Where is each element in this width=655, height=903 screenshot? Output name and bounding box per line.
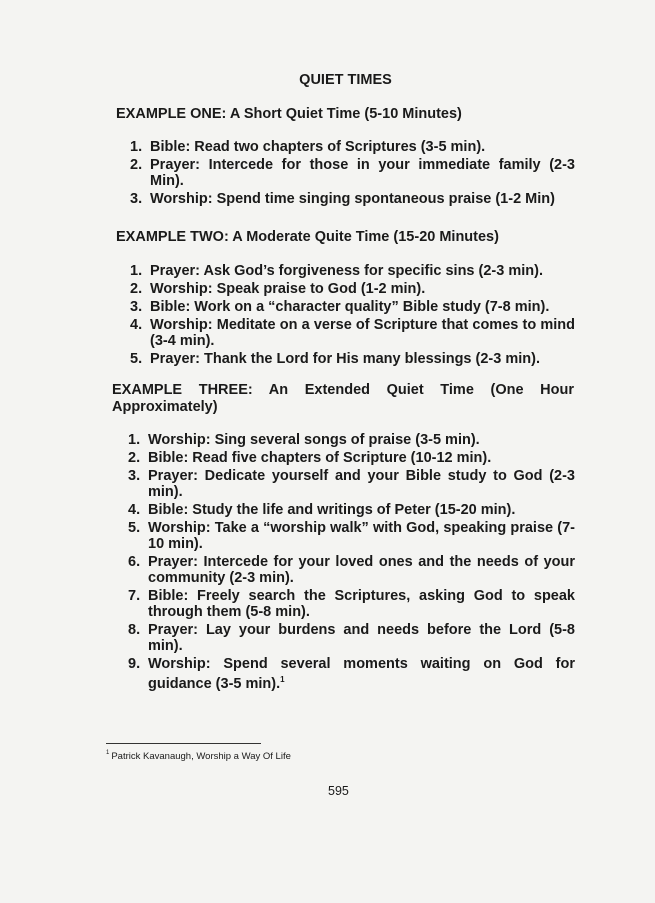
list-item: 3. Bible: Work on a “character quality” Bible study (7-8 min). xyxy=(130,299,550,315)
section-list-example-three xyxy=(128,432,575,694)
list-item: 2. Prayer: Intercede for those in your immediate family (2-3 Min). xyxy=(130,157,575,189)
list-item: 2. Bible: Read five chapters of Scripture (10-12 min). xyxy=(128,450,492,466)
footnote-marker: 1 xyxy=(106,750,110,756)
list-item: 3. Worship: Spend time singing spontaneous praise (1-2 Min) xyxy=(130,191,555,207)
section-heading-example-three: EXAMPLE THREE: An Extended Quiet Time (One Hour Approximately) xyxy=(112,382,574,415)
list-item: 4. Worship: Meditate on a verse of Scripture that comes to mind (3-4 min). xyxy=(130,317,575,349)
page-number: 595 xyxy=(328,784,349,798)
list-item: 9. Worship: Spend several moments waiting on God for guidance (3-5 min).$^1$ xyxy=(128,656,575,692)
footnote-divider xyxy=(106,743,261,744)
section-list-example-two xyxy=(130,263,575,369)
list-item: 6. Prayer: Intercede for your loved ones and the needs of your community (2-3 min). xyxy=(128,554,575,586)
list-item: 8. Prayer: Lay your burdens and needs before the Lord (5-8 min). xyxy=(128,622,575,654)
list-item: 3. Prayer: Dedicate yourself and your Bible study to God (2-3 min). xyxy=(128,468,575,500)
footnote xyxy=(106,751,291,762)
footnote-reference[interactable]: 1 xyxy=(280,675,285,684)
list-item: 7. Bible: Freely search the Scriptures, asking God to speak through them (5-8 min). xyxy=(128,588,575,620)
list-item: 1. Prayer: Ask God’s forgiveness for specific sins (2-3 min). xyxy=(130,263,543,279)
section-list-example-one xyxy=(130,139,575,209)
footnote-text: Patrick Kavanaugh, Worship a Way Of Life xyxy=(111,751,291,762)
list-item: 4. Bible: Study the life and writings of Peter (15-20 min). xyxy=(128,502,516,518)
list-item: 5. Worship: Take a “worship walk” with God, speaking praise (7-10 min). xyxy=(128,520,575,552)
list-item: 2. Worship: Speak praise to God (1-2 min). xyxy=(130,281,426,297)
section-heading-example-one: EXAMPLE ONE: A Short Quiet Time (5-10 Minutes) xyxy=(116,106,462,122)
list-item: 1. Bible: Read two chapters of Scriptures (3-5 min). xyxy=(130,139,486,155)
list-item: 5. Prayer: Thank the Lord for His many blessings (2-3 min). xyxy=(130,351,540,367)
page-title: QUIET TIMES xyxy=(299,72,392,88)
list-item: 1. Worship: Sing several songs of praise (3-5 min). xyxy=(128,432,480,448)
section-heading-example-two: EXAMPLE TWO: A Moderate Quite Time (15-20 Minutes) xyxy=(116,229,499,245)
